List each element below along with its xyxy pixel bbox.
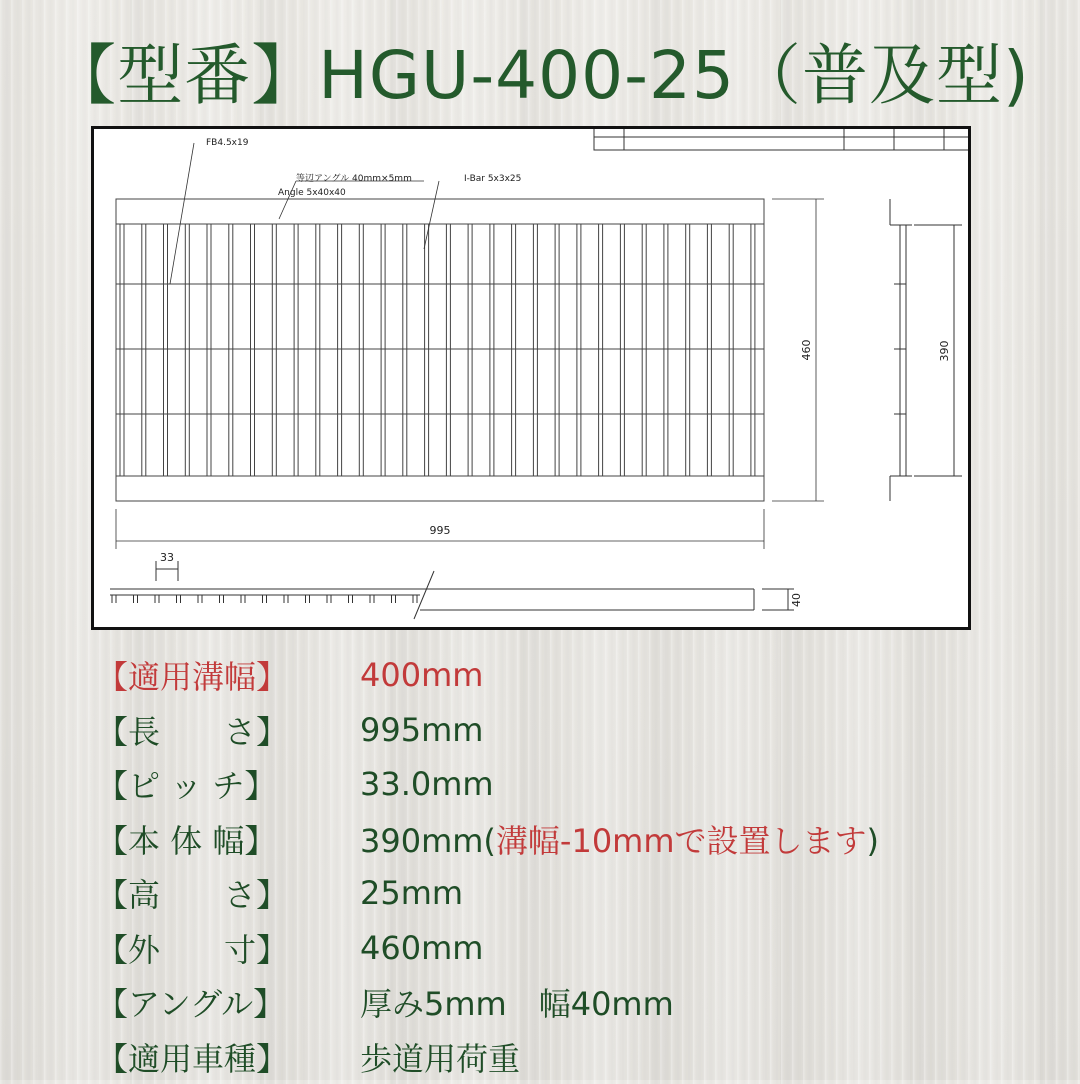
elevation-bar-tooth — [177, 595, 181, 603]
spec-row-angle — [96, 975, 1056, 1030]
spec-value: 400mm — [360, 656, 483, 694]
elevation-bar-tooth — [241, 595, 245, 603]
bearing-bar — [316, 224, 320, 476]
spec-label: 【長 さ】 — [96, 707, 360, 753]
callout-fb-label: FB4.5x19 — [206, 138, 249, 148]
spec-value: 厚み5mm 幅40mm — [360, 979, 674, 1025]
elevation-bar-tooth — [392, 595, 396, 603]
bearing-bar — [272, 224, 276, 476]
grating-drawing-svg — [94, 129, 968, 627]
page-title: 【型番】HGU-400-25（普及型) — [0, 22, 1080, 117]
bearing-bar — [468, 224, 472, 476]
elevation-bar-tooth — [306, 595, 310, 603]
spec-row-outer-size — [96, 921, 1056, 976]
spec-label: 【適用溝幅】 — [96, 652, 360, 698]
bearing-bar — [751, 224, 755, 476]
elevation-bar-tooth — [349, 595, 353, 603]
elevation-bar-tooth — [220, 595, 224, 603]
bearing-bar — [642, 224, 646, 476]
bearing-bar — [555, 224, 559, 476]
bottom-elevation-view — [110, 561, 794, 619]
spec-label: 【アングル】 — [96, 979, 360, 1025]
spec-row-channel-width — [96, 648, 1056, 703]
elevation-bar-tooth — [198, 595, 202, 603]
bearing-bar — [707, 224, 711, 476]
bearing-bar — [229, 224, 233, 476]
spec-label: 【ピ ッ チ】 — [96, 761, 360, 807]
elevation-bar-tooth — [134, 595, 138, 603]
bearing-bar — [599, 224, 603, 476]
bearing-bar — [729, 224, 733, 476]
spec-row-height — [96, 866, 1056, 921]
spec-value-suffix: ) — [867, 822, 879, 860]
spec-value — [360, 816, 879, 862]
bearing-bar — [533, 224, 537, 476]
elevation-bar-tooth — [112, 595, 116, 603]
elevation-bar-tooth — [155, 595, 159, 603]
spec-value: 995mm — [360, 711, 483, 749]
bearing-bar — [425, 224, 429, 476]
dimension-33: 33 — [160, 551, 174, 564]
spec-row-length — [96, 703, 1056, 758]
bearing-bar — [577, 224, 581, 476]
elevation-bar-tooth — [327, 595, 331, 603]
bearing-bar — [664, 224, 668, 476]
spec-list — [96, 648, 1056, 1084]
spec-label: 【外 寸】 — [96, 925, 360, 971]
bearing-bar — [185, 224, 189, 476]
bearing-bar — [120, 224, 124, 476]
side-section-view — [890, 199, 962, 501]
spec-value: 33.0mm — [360, 765, 494, 803]
callout-angle-label: 等辺アングル 40mm×5mm — [296, 172, 412, 184]
bearing-bar — [359, 224, 363, 476]
bearing-bar — [251, 224, 255, 476]
spec-value-note: 溝幅-10mmで設置します — [496, 822, 867, 860]
technical-drawing — [91, 126, 971, 630]
bearing-bar — [142, 224, 146, 476]
bearing-bar — [381, 224, 385, 476]
bearing-bar — [164, 224, 168, 476]
bearing-bar — [446, 224, 450, 476]
spec-value: 歩道用荷重 — [360, 1034, 520, 1080]
spec-value: 460mm — [360, 929, 483, 967]
spec-label: 【高 さ】 — [96, 870, 360, 916]
callout-angle-spec: Angle 5x40x40 — [278, 188, 346, 198]
spec-label: 【適用車種】 — [96, 1034, 360, 1080]
callout-ibar-label: I-Bar 5x3x25 — [464, 174, 521, 184]
spec-row-vehicle — [96, 1030, 1056, 1084]
elevation-bar-tooth — [370, 595, 374, 603]
dimension-460: 460 — [800, 340, 813, 361]
spec-row-body-width — [96, 812, 1056, 867]
elevation-bar-tooth — [413, 595, 417, 603]
elevation-bar-tooth — [263, 595, 267, 603]
spec-value-prefix: 390mm( — [360, 822, 496, 860]
bearing-bar — [207, 224, 211, 476]
spec-value: 25mm — [360, 874, 463, 912]
bearing-bar — [686, 224, 690, 476]
dimension-390: 390 — [938, 341, 951, 362]
dimension-40: 40 — [790, 593, 803, 607]
grating-plan-view — [116, 199, 764, 501]
bearing-bar — [403, 224, 407, 476]
bearing-bar — [490, 224, 494, 476]
spec-label: 【本 体 幅】 — [96, 816, 360, 862]
bearing-bar — [294, 224, 298, 476]
bearing-bar — [512, 224, 516, 476]
bearing-bar — [620, 224, 624, 476]
bearing-bar — [338, 224, 342, 476]
spec-row-pitch — [96, 757, 1056, 812]
dimension-995: 995 — [430, 524, 451, 537]
elevation-bar-tooth — [284, 595, 288, 603]
